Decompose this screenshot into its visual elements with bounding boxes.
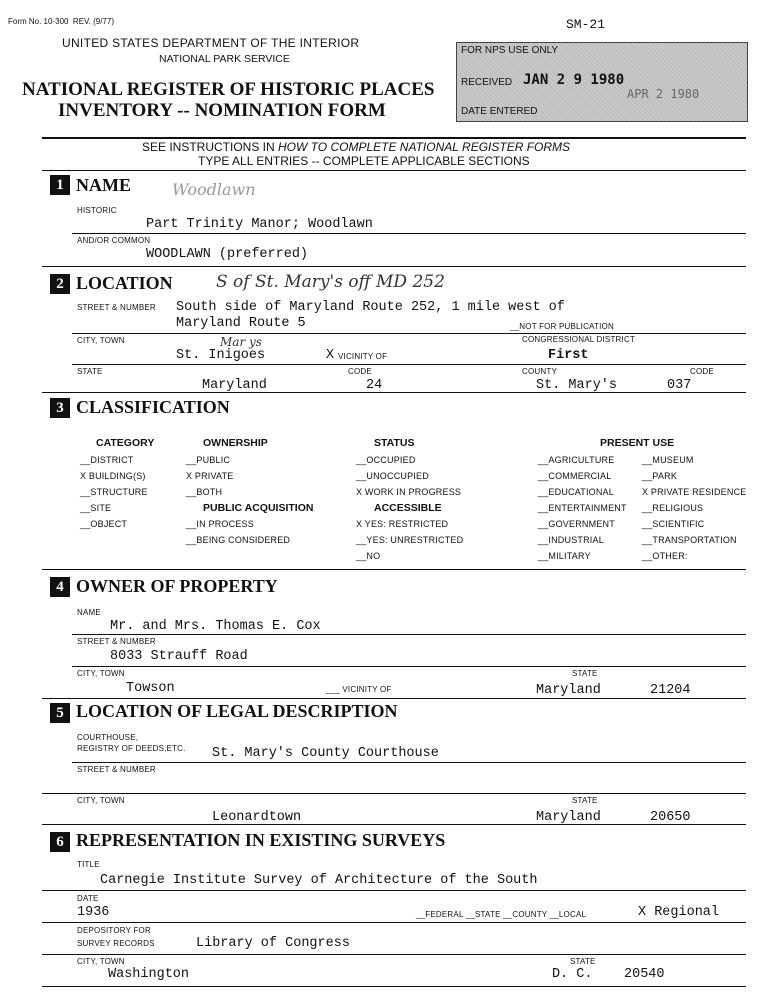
accessible-heading: ACCESSIBLE [374,502,442,514]
vicinity-mark: X [326,348,335,363]
rule [72,762,746,763]
use-educational: __EDUCATIONAL [538,487,614,497]
ownership-public: __PUBLIC [186,455,231,465]
legal-state-label: STATE [572,796,598,805]
status-heading: STATUS [374,437,415,449]
section-number: 3 [50,398,70,418]
owner-state-label: STATE [572,669,598,678]
street-value-1: South side of Maryland Route 252, 1 mile west of [176,300,565,315]
section-number: 5 [50,703,70,723]
depository-state-label: STATE [570,957,596,966]
state-value: Maryland [202,378,267,393]
category-heading: CATEGORY [96,437,155,449]
ownership-both: __BOTH [186,487,223,497]
form-number: Form No. 10-300 REV. (9/77) [8,17,114,26]
section-title: LOCATION [76,273,173,293]
street-label: STREET & NUMBER [77,303,156,312]
department-name: UNITED STATES DEPARTMENT OF THE INTERIOR [62,36,360,50]
section-number: 2 [50,274,70,294]
accessible-no: __NO [356,551,381,561]
present-use-heading: PRESENT USE [600,437,675,449]
category-object: __OBJECT [80,519,128,529]
owner-city-label: CITY, TOWN [77,669,125,678]
category-structure: __STRUCTURE [80,487,148,497]
county-label: COUNTY [522,367,557,376]
county-value: St. Mary's [536,378,618,393]
common-value: WOODLAWN (preferred) [146,247,309,262]
accessible-unrestricted: __YES: UNRESTRICTED [356,535,464,545]
common-label: AND/OR COMMON [77,236,151,245]
handwritten-note: S of St. Mary's off MD 252 [216,272,445,292]
date-entered-label: DATE ENTERED [461,106,538,117]
use-private-residence: X PRIVATE RESIDENCE [642,487,747,497]
not-for-publication: __NOT FOR PUBLICATION [510,322,614,331]
category-buildings: X BUILDING(S) [80,471,146,481]
historic-label: HISTORIC [77,206,117,215]
use-agriculture: __AGRICULTURE [538,455,615,465]
category-site: __SITE [80,503,112,513]
rule [72,233,746,234]
ownership-private: X PRIVATE [186,471,234,481]
section-number: 4 [50,577,70,597]
sm-code: SM-21 [566,17,606,32]
section-title: NAME [76,175,131,195]
rule [42,954,746,955]
nps-label: FOR NPS USE ONLY [461,45,559,56]
survey-title-label: TITLE [77,860,100,869]
form-title-2: INVENTORY -- NOMINATION FORM [58,100,386,121]
rule [42,266,746,267]
owner-name-label: NAME [77,608,101,617]
status-occupied: __OCCUPIED [356,455,416,465]
code-value: 24 [366,378,383,393]
rule [72,333,746,334]
date-entered-stamp: APR 2 1980 [627,87,700,101]
use-entertainment: __ENTERTAINMENT [538,503,627,513]
city-value: St. Inigoes [176,348,266,363]
use-religious: __RELIGIOUS [642,503,704,513]
rule [42,170,746,171]
acquisition-in-process: __IN PROCESS [186,519,254,529]
accessible-restricted: X YES: RESTRICTED [356,519,449,529]
handwritten-note: Mar ys [220,335,262,349]
congressional-label: CONGRESSIONAL DISTRICT [522,335,636,344]
courthouse-label-1: COURTHOUSE, [77,733,139,742]
city-label: CITY, TOWN [77,336,125,345]
form-title-1: NATIONAL REGISTER OF HISTORIC PLACES [22,79,435,100]
ownership-heading: OWNERSHIP [203,437,268,449]
code-label: CODE [348,367,372,376]
legal-street-label: STREET & NUMBER [77,765,156,774]
survey-title-value: Carnegie Institute Survey of Architecture of the South [100,873,538,888]
vicinity-label: VICINITY OF [338,352,388,361]
depository-state-value: D. C. [552,967,593,982]
use-military: __MILITARY [538,551,591,561]
owner-city-value: Towson [126,681,175,696]
survey-levels: __FEDERAL __STATE __COUNTY __LOCAL [416,910,587,919]
depository-label-2: SURVEY RECORDS [77,939,155,948]
courthouse-label-2: REGISTRY OF DEEDS,ETC. [77,744,186,753]
service-name: NATIONAL PARK SERVICE [159,53,290,65]
received-label: RECEIVED [461,77,513,88]
use-commercial: __COMMERCIAL [538,471,612,481]
rule [42,698,746,699]
depository-value: Library of Congress [196,936,350,951]
legal-state-value: Maryland [536,810,601,825]
survey-date-value: 1936 [77,905,110,920]
survey-regional: X Regional [638,905,720,920]
owner-vicinity-label: ___ VICINITY OF [326,685,392,694]
rule [72,634,746,635]
use-industrial: __INDUSTRIAL [538,535,604,545]
section-number: 6 [50,832,70,852]
state-label: STATE [77,367,103,376]
owner-street-label: STREET & NUMBER [77,637,156,646]
depository-label-1: DEPOSITORY FOR [77,926,151,935]
use-museum: __MUSEUM [642,455,694,465]
legal-city-label: CITY, TOWN [77,796,125,805]
street-value-2: Maryland Route 5 [176,316,306,331]
rule [42,890,746,891]
status-work-in-progress: X WORK IN PROGRESS [356,487,462,497]
owner-street-value: 8033 Strauff Road [110,649,248,664]
depository-city-value: Washington [108,967,190,982]
historic-value: Part Trinity Manor; Woodlawn [146,217,373,232]
rule [42,392,746,393]
use-transportation: __TRANSPORTATION [642,535,737,545]
use-scientific: __SCIENTIFIC [642,519,705,529]
rule [42,793,746,794]
public-acquisition-heading: PUBLIC ACQUISITION [203,502,314,514]
status-unoccupied: __UNOCCUPIED [356,471,429,481]
rule [42,569,746,570]
use-park: __PARK [642,471,678,481]
owner-name-value: Mr. and Mrs. Thomas E. Cox [110,619,321,634]
instructions-line-1: SEE INSTRUCTIONS IN HOW TO COMPLETE NATIONAL REGISTER FORMS [142,140,571,154]
owner-zip: 21204 [650,683,691,698]
section-title: CLASSIFICATION [76,397,230,417]
rule [72,666,746,667]
courthouse-value: St. Mary's County Courthouse [212,746,439,761]
depository-city-label: CITY, TOWN [77,957,125,966]
nps-use-box [456,42,748,122]
congressional-value: First [548,348,589,363]
instructions-line-2: TYPE ALL ENTRIES -- COMPLETE APPLICABLE SECTIONS [198,154,530,168]
rule [42,824,746,825]
legal-city-value: Leonardtown [212,810,302,825]
section-number: 1 [50,175,70,195]
handwritten-note: Woodlawn [172,180,256,199]
rule [42,922,746,923]
section-title: LOCATION OF LEGAL DESCRIPTION [76,701,398,721]
county-code-value: 037 [667,378,692,393]
section-title: OWNER OF PROPERTY [76,576,278,596]
use-government: __GOVERNMENT [538,519,615,529]
county-code-label: CODE [690,367,714,376]
depository-zip: 20540 [624,967,665,982]
use-other: __OTHER: [642,551,688,561]
survey-date-label: DATE [77,894,99,903]
rule [42,137,746,139]
received-stamp: JAN 2 9 1980 [523,72,625,88]
section-title: REPRESENTATION IN EXISTING SURVEYS [76,830,446,850]
legal-zip: 20650 [650,810,691,825]
category-district: __DISTRICT [80,455,134,465]
rule [72,364,746,365]
rule [42,986,746,987]
acquisition-being-considered: __BEING CONSIDERED [186,535,291,545]
owner-state-value: Maryland [536,683,601,698]
